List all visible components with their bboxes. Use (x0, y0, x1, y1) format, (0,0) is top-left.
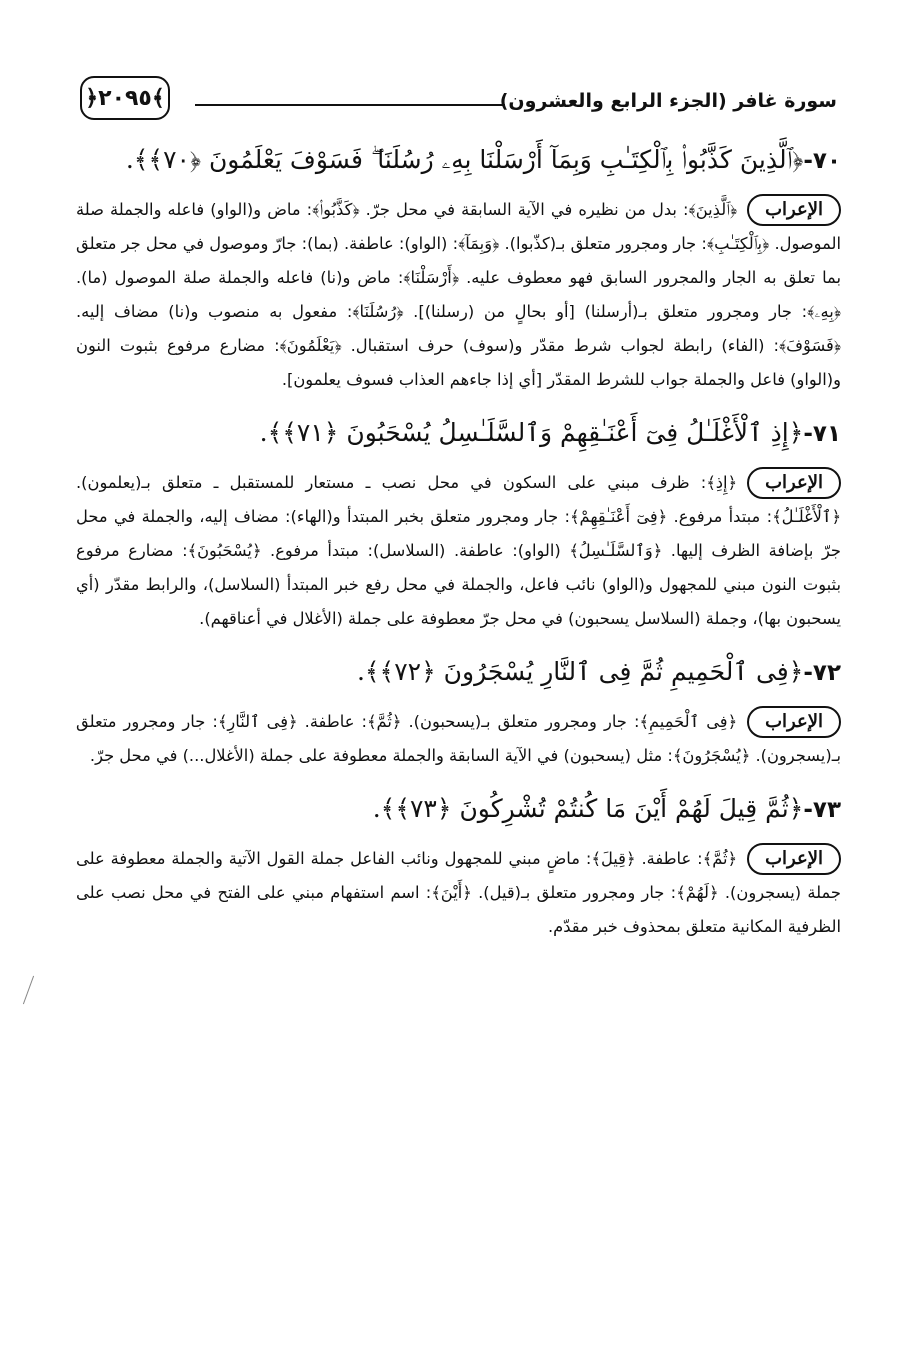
header-rule (195, 104, 505, 106)
verse-section-72 (76, 648, 841, 773)
verse-text: ﴿ثُمَّ قِيلَ لَهُمْ أَيْنَ مَا كُنتُمْ تُشْرِكُونَ ﴿٧٣﴾﴾. (372, 794, 804, 823)
irab-text: ﴿إِذِ﴾: ظرف مبني على السكون في محل نصب ـ مستعار للمستقبل ـ متعلق بـ(يعلمون). ﴿ٱلْأَغْلَـٰلُ﴾: مبتدأ مرفوع. ﴿فِىٓ أَعْنَـٰقِهِمْ﴾: جار ومجرور متعلق بخبر المبتدأ و(الهاء): مضاف إليه، والجملة في محل جرّ بإضافة الظرف إليها. ﴿وَٱلسَّلَـٰسِلُ﴾ (الواو): عاطفة. (السلاسل): مبتدأ مرفوع. ﴿يُسْحَبُونَ﴾: مضارع مرفوع بثبوت النون مبني للمجهول و(الواو) نائب فاعل، والجملة في محل رفع خبر المبتدأ (السلاسل)، والرابط مقدّر (أي يسحبون بها)، وجملة (السلاسل يسحبون) في محل جرّ معطوفة على جملة (الأغلال في أعناقهم). (76, 473, 841, 628)
page-header (80, 70, 837, 120)
margin-mark (23, 976, 34, 1005)
verse-number: ٧٠- (803, 148, 841, 174)
verse-section-73 (76, 785, 841, 944)
verse-line (76, 648, 841, 697)
irab-badge: الإعراب (747, 467, 841, 499)
irab-text: ﴿ٱلَّذِينَ﴾: بدل من نظيره في الآية السابقة في محل جرّ. ﴿كَذَّبُوا۟﴾: ماض و(الواو) فاعله والجملة صلة الموصول. ﴿بِٱلْكِتَـٰبِ﴾: جار ومجرور متعلق بـ(كذّبوا). ﴿وَبِمَآ﴾: (الواو): عاطفة. (بما): جارّ وموصول في محل جر متعلق بما تعلق به الجار والمجرور السابق فهو معطوف عليه. ﴿أَرْسَلْنَا﴾: ماض و(نا) فاعله والجملة صلة الموصول (ما). ﴿بِهِۦ﴾: جار ومجرور متعلق بـ(أرسلنا) [أو بحالٍ من (رسلنا)]. ﴿رُسُلَنَا﴾: مفعول به منصوب و(نا) مضاف إليه. ﴿فَسَوْفَ﴾: (الفاء) رابطة لجواب شرط مقدّر و(سوف) حرف استقبال. ﴿يَعْلَمُونَ﴾: مضارع مرفوع بثبوت النون و(الواو) فاعل والجملة جواب للشرط المقدّر [أي إذا جاءهم العذاب فسوف يعلمون]. (76, 200, 841, 389)
verse-text: ﴿ٱلَّذِينَ كَذَّبُوا۟ بِٱلْكِتَـٰبِ وَبِمَآ أَرْسَلْنَا بِهِۦ رُسُلَنَا ۖ فَسَوْفَ يَعْلَمُونَ ﴿٧٠﴾﴾. (125, 145, 804, 174)
irab-paragraph (76, 705, 841, 773)
irab-badge: الإعراب (747, 194, 841, 226)
irab-badge: الإعراب (747, 706, 841, 738)
page-body (76, 136, 841, 956)
irab-badge: الإعراب (747, 843, 841, 875)
irab-paragraph (76, 193, 841, 397)
verse-number: ٧٣- (803, 797, 841, 823)
irab-text: ﴿فِى ٱلْحَمِيمِ﴾: جار ومجرور متعلق بـ(يسحبون). ﴿ثُمَّ﴾: عاطفة. ﴿فِى ٱلنَّارِ﴾: جار ومجرور متعلق بـ(يسجرون). ﴿يُسْجَرُونَ﴾: مثل (يسحبون) في الآية السابقة والجملة معطوفة على جملة (الأغلال...) في محل جرّ. (76, 712, 841, 765)
verse-section-71 (76, 409, 841, 636)
verse-number: ٧١- (803, 421, 841, 447)
page-number: ﴿٢٠٩٥﴾ (80, 76, 170, 120)
verse-number: ٧٢- (803, 660, 841, 686)
irab-paragraph (76, 466, 841, 636)
verse-section-70 (76, 136, 841, 397)
irab-paragraph (76, 842, 841, 944)
verse-line (76, 785, 841, 834)
verse-line (76, 409, 841, 458)
surah-title: سورة غافر (الجزء الرابع والعشرون) (499, 90, 837, 112)
irab-text: ﴿ثُمَّ﴾: عاطفة. ﴿قِيلَ﴾: ماضٍ مبني للمجهول ونائب الفاعل جملة القول الآتية والجملة معطوفة على جملة (يسجرون). ﴿لَهُمْ﴾: جار ومجرور متعلق بـ(قيل). ﴿أَيْنَ﴾: اسم استفهام مبني على الفتح في محل نصب على الظرفية المكانية متعلق بمحذوف خبر مقدّم. (76, 849, 841, 936)
verse-text: ﴿فِى ٱلْحَمِيمِ ثُمَّ فِى ٱلنَّارِ يُسْجَرُونَ ﴿٧٢﴾﴾. (356, 657, 804, 686)
verse-text: ﴿إِذِ ٱلْأَغْلَـٰلُ فِىٓ أَعْنَـٰقِهِمْ وَٱلسَّلَـٰسِلُ يُسْحَبُونَ ﴿٧١﴾﴾. (259, 418, 804, 447)
verse-line (76, 136, 841, 185)
